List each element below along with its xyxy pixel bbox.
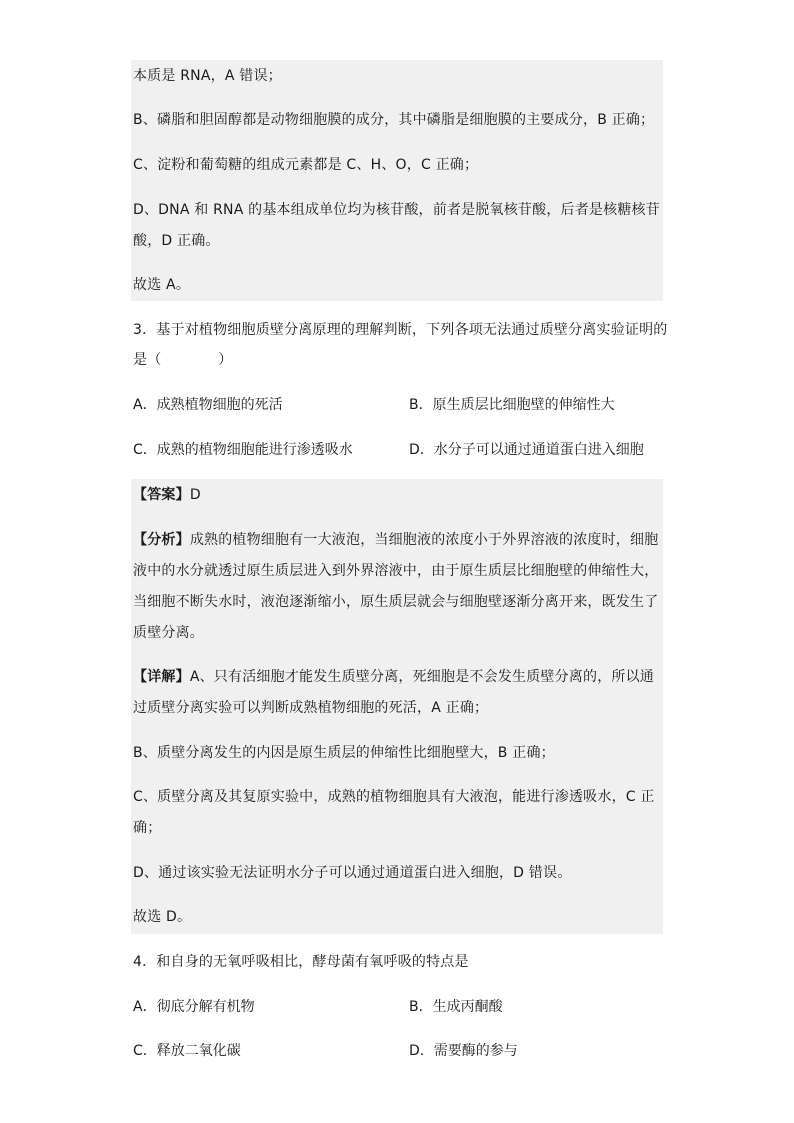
detail-text: A、只有活细胞才能发生质壁分离，死细胞是不会发生质壁分离的，所以通 (189, 669, 654, 685)
answer-line (133, 485, 201, 505)
explanation-line: C、淀粉和葡萄糖的组成元素都是 C、H、O，C 正确； (133, 157, 479, 173)
question-3-option-a: A．成熟植物细胞的死活 (133, 397, 283, 413)
question-4-option-d: D．需要酶的参与 (409, 1043, 518, 1059)
question-3-stem: 3．基于对植物细胞质壁分离原理的理解判断，下列各项无法通过质壁分离实验证明的 (133, 322, 668, 338)
analysis-text: 成熟的植物细胞有一大液泡，当细胞液的浓度小于外界溶液的浓度时，细胞 (189, 532, 659, 548)
explanation-line: 酸，D 正确。 (133, 233, 220, 249)
answer-value: D (189, 487, 201, 503)
detail-line: B、质壁分离发生的内因是原生质层的伸缩性比细胞壁大，B 正确； (133, 745, 555, 761)
question-4-stem: 4．和自身的无氧呼吸相比，酵母菌有氧呼吸的特点是 (133, 954, 469, 970)
explanation-line: B、磷脂和胆固醇都是动物细胞膜的成分，其中磷脂是细胞膜的主要成分，B 正确； (133, 112, 655, 128)
analysis-tag: 【分析】 (133, 532, 190, 548)
analysis-line: 当细胞不断失水时，液泡逐渐缩小，原生质层就会与细胞壁逐渐分离开来，既发生了 (133, 594, 659, 610)
question-3-option-b: B．原生质层比细胞壁的伸缩性大 (409, 397, 615, 413)
explanation-line: 本质是 RNA，A 错误； (133, 68, 282, 84)
explanation-conclusion: 故选 A。 (133, 277, 191, 293)
question-3-stem: 是（ ） (133, 352, 233, 368)
detail-line: 确； (133, 820, 162, 836)
analysis-line: 质壁分离。 (133, 625, 204, 641)
detail-line (133, 667, 654, 687)
detail-tag: 【详解】 (133, 669, 190, 685)
analysis-line: 液中的水分就透过原生质层进入到外界溶液中，由于原生质层比细胞壁的伸缩性大， (133, 563, 659, 579)
analysis-line (133, 530, 658, 550)
answer-conclusion: 故选 D。 (133, 909, 192, 925)
question-4-option-c: C．释放二氧化碳 (133, 1043, 241, 1059)
detail-line: 过质壁分离实验可以判断成熟植物细胞的死活，A 正确； (133, 700, 489, 716)
question-3-option-d: D．水分子可以通过通道蛋白进入细胞 (409, 442, 644, 458)
answer-tag: 【答案】 (133, 487, 190, 503)
question-4-option-b: B．生成丙酮酸 (409, 999, 503, 1015)
question-4-option-a: A．彻底分解有机物 (133, 999, 255, 1015)
explanation-block-1 (131, 60, 663, 301)
question-3-option-c: C．成熟的植物细胞能进行渗透吸水 (133, 442, 353, 458)
detail-line: D、通过该实验无法证明水分子可以通过通道蛋白进入细胞，D 错误。 (133, 865, 572, 881)
explanation-line: D、DNA 和 RNA 的基本组成单位均为核苷酸，前者是脱氧核苷酸，后者是核糖核苷 (133, 202, 660, 218)
detail-line: C、质壁分离及其复原实验中，成熟的植物细胞具有大液泡，能进行渗透吸水，C 正 (133, 789, 655, 805)
